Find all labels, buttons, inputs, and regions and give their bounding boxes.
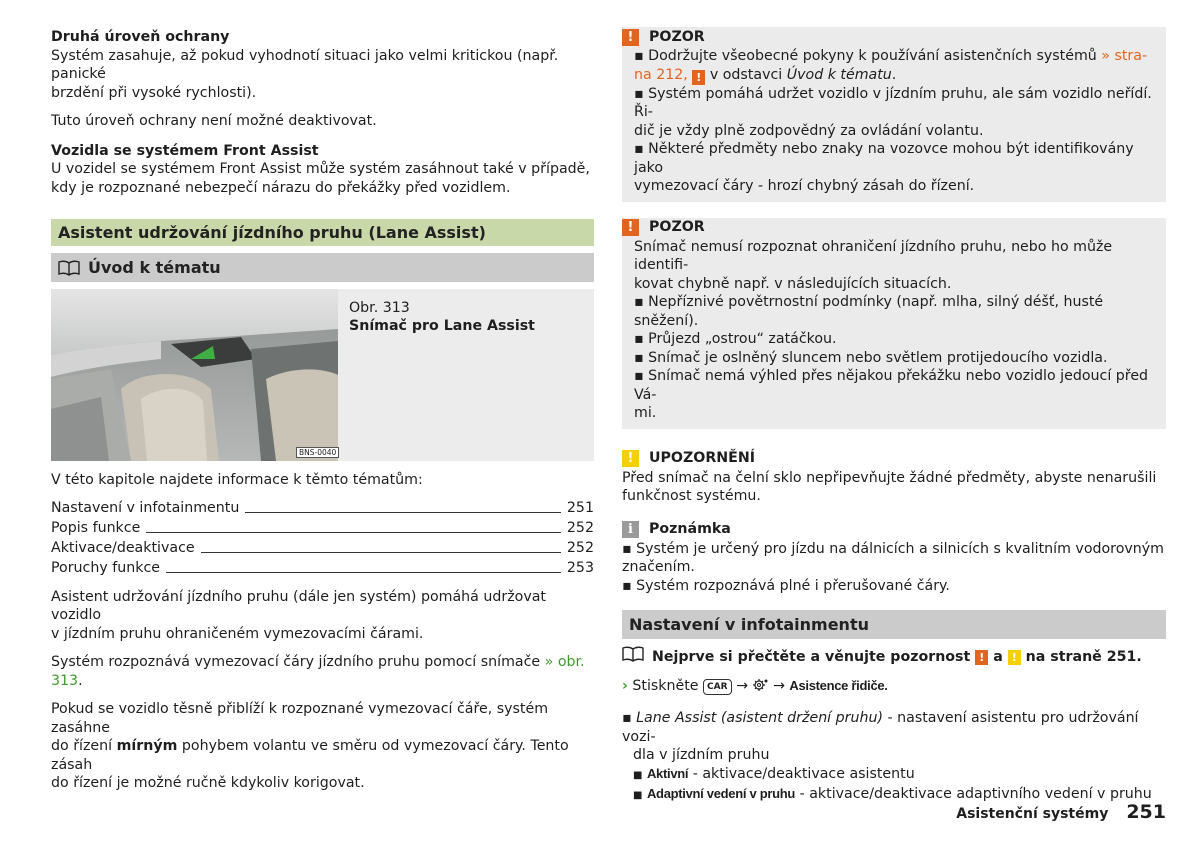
toc-item-description[interactable]	[51, 518, 594, 538]
item-sub1: ■ Aktivní - aktivace/deaktivace asistentu	[633, 765, 915, 782]
notice-line2: funkčnost systému.	[622, 488, 761, 504]
exclamation-icon: !	[1008, 650, 1021, 665]
warning-title-1	[622, 27, 1154, 47]
toc-item-page: 252	[566, 540, 594, 556]
block-second-protection-level	[51, 28, 594, 102]
item-line2: dla v jízdním pruhu	[633, 747, 770, 763]
exclamation-icon: !	[975, 650, 988, 665]
left-column	[51, 28, 594, 793]
second-level-line1: Systém zasahuje, až pokud vyhodnotí situaci jako velmi kritickou (např. panické	[51, 47, 559, 82]
notice-block	[622, 449, 1166, 506]
figure-code: BNS-0040	[296, 447, 339, 458]
steering-line2: do řízení mírným pohybem volantu ve směru od vymezovací čáry. Tento zásah	[51, 738, 569, 773]
step-arrow: ›	[622, 678, 628, 694]
info-icon: i	[622, 521, 639, 538]
toc-item-title: Poruchy funkce	[51, 560, 160, 576]
lane-assist-menu-item	[622, 709, 1166, 806]
sensor-text: Systém rozpoznává vymezovací čáry jízdního pruhu pomocí snímače	[51, 654, 541, 670]
warning2-intro-line2: kovat chybně např. v následujících situacích.	[634, 275, 952, 292]
notice-title-text: UPOZORNĚNÍ	[649, 450, 755, 467]
intro-line1: Asistent udržování jízdního pruhu (dále jen systém) pomáhá udržovat vozidlo	[51, 588, 546, 623]
toc-item-page: 253	[566, 560, 594, 576]
toc-item-page: 252	[566, 520, 594, 536]
block-front-assist	[51, 142, 594, 198]
note-bullet1-line2: značením.	[622, 559, 695, 575]
warning-title-text: POZOR	[649, 28, 705, 45]
settings-gear-icon[interactable]	[752, 678, 773, 694]
warning-title-text: POZOR	[649, 219, 705, 236]
warning1-bullet3-line1: ▪ Některé předměty nebo znaky na vozovce mohou být identifikovány jako	[634, 141, 1134, 176]
notice-title	[622, 449, 1166, 469]
section-title-lane-assist: Asistent udržování jízdního pruhu (Lane Assist)	[51, 219, 594, 246]
warning2-bullet4-line2: mi.	[634, 405, 657, 421]
right-column	[622, 27, 1166, 806]
page-link-212[interactable]: » stra-	[1101, 48, 1148, 64]
paragraph-sensor	[51, 653, 594, 690]
notice-line1: Před snímač na čelní sklo nepřipevňujte žádné předměty, abyste nenarušili	[622, 469, 1157, 486]
toc-leader	[201, 552, 561, 553]
item-line1: ▪ Lane Assist (asistent držení pruhu) - nastavení asistentu pro udržování vozi-	[622, 710, 1139, 745]
exclamation-icon: !	[622, 450, 639, 467]
item-lane-assist[interactable]: Lane Assist (asistent držení pruhu)	[636, 710, 883, 726]
warning2-bullet3: ▪ Snímač je oslněný sluncem nebo světlem protijedoucího vozidla.	[634, 349, 1108, 366]
note-title-text: Poznámka	[649, 521, 731, 538]
step-line: › Stiskněte CAR → → Asistence řidiče.	[622, 678, 888, 694]
exclamation-icon: !	[692, 70, 705, 85]
toc-item-activation[interactable]	[51, 538, 594, 558]
lane-assist-sensor-image	[51, 289, 338, 461]
sensor-text-end: .	[78, 672, 83, 689]
toc-leader	[146, 532, 561, 533]
subsection-intro	[51, 253, 594, 282]
warning2-bullet4-line1: ▪ Snímač nemá výhled přes nějakou překážku nebo vozidlo jedoucí před Vá-	[634, 368, 1149, 403]
warning2-bullet1: ▪ Nepříznivé povětrnostní podmínky (např. mlha, silný déšť, husté sněžení).	[634, 294, 1104, 329]
toc-item-title: Nastavení v infotainmentu	[51, 500, 240, 516]
figure-number: Obr. 313	[349, 300, 410, 316]
warning1-bullet1-line2: na 212, ! v odstavci Úvod k tématu.	[634, 66, 897, 84]
figure-313	[51, 289, 594, 461]
note-bullet1-line1: ▪ Systém je určený pro jízdu na dálnicích a silnicích s kvalitním vodorovným	[622, 540, 1164, 557]
footer-section: Asistenční systémy	[956, 806, 1109, 822]
mild-emphasis: mírným	[116, 738, 178, 754]
front-assist-line1: U vozidel se systémem Front Assist může systém zasáhnout také v případě,	[51, 161, 590, 177]
warning-box-1	[622, 27, 1166, 202]
warning2-intro-line1: Snímač nemusí rozpoznat ohraničení jízdního pruhu, nebo ho může identifi-	[634, 238, 1113, 273]
paragraph-steering	[51, 700, 594, 793]
warning2-bullet2: ▪ Průjezd „ostrou“ zatáčkou.	[634, 331, 837, 347]
warning1-bullet3-line2: vymezovací čáry - hrozí chybný zásah do řízení.	[634, 178, 975, 194]
note-bullet2: ▪ Systém rozpoznává plné i přerušované čáry.	[622, 577, 950, 594]
toc-list	[51, 498, 594, 578]
second-level-line2: brzdění při vysoké rychlosti).	[51, 84, 257, 101]
subsection-title: Úvod k tématu	[88, 258, 221, 277]
page-link-212-cont[interactable]: na 212,	[634, 66, 688, 83]
toc-item-title: Aktivace/deaktivace	[51, 540, 195, 556]
warning-title-2	[622, 218, 1154, 238]
paragraph-lane-assist-intro	[51, 588, 594, 644]
open-book-icon	[622, 646, 644, 668]
figure-link[interactable]: » obr. 313	[51, 654, 585, 689]
note-block	[622, 520, 1166, 596]
toc-intro: V této kapitole najdete informace k těmto tématům:	[51, 472, 423, 488]
intro-line2: v jízdním pruhu ohraničeném vymezovacími čárami.	[51, 625, 424, 642]
figure-caption: Snímač pro Lane Assist	[349, 318, 535, 334]
toc-item-settings[interactable]	[51, 498, 594, 518]
toc-item-page: 251	[566, 500, 594, 516]
toc-item-faults[interactable]	[51, 558, 594, 578]
front-assist-line2: kdy je rozpoznané nebezpečí nárazu do překážky před vozidlem.	[51, 179, 511, 196]
toc-item-title: Popis funkce	[51, 520, 141, 536]
read-first-line: Nejprve si přečtěte a věnujte pozornost ! a ! na straně 251.	[622, 647, 1166, 667]
page-footer	[956, 803, 1166, 824]
figure-caption-block	[349, 299, 535, 335]
item-sub2: ■ Adaptivní vedení v pruhu - aktivace/deaktivace adaptivního vedení v pruhu	[633, 786, 1152, 802]
toc-leader	[166, 572, 561, 573]
exclamation-icon: !	[622, 219, 639, 236]
page-number: 251	[1126, 801, 1166, 823]
warning1-bullet2-line1: ▪ Systém pomáhá udržet vozidlo v jízdním pruhu, ale sám vozidlo neřídí. Ři-	[634, 85, 1152, 120]
steering-line3: do řízení je možné ručně kdykoliv korigovat.	[51, 775, 365, 791]
deactivate-note: Tuto úroveň ochrany není možné deaktivovat.	[51, 113, 377, 129]
second-level-heading: Druhá úroveň ochrany	[51, 29, 230, 45]
open-book-icon	[58, 260, 80, 279]
warning-box-2	[622, 218, 1166, 429]
sub-item-active[interactable]: Aktivní	[646, 765, 689, 781]
car-key-button[interactable]: CAR	[703, 679, 732, 695]
warning1-bullet2-line2: dič je vždy plně zodpovědný za ovládání volantu.	[634, 122, 984, 139]
note-title	[622, 520, 1166, 540]
warning1-bullet1-line1: ▪ Dodržujte všeobecné pokyny k používání asistenčních systémů » stra-	[634, 48, 1148, 64]
toc-leader	[245, 512, 561, 513]
exclamation-icon: !	[622, 29, 639, 46]
menu-target: Asistence řidiče.	[789, 678, 888, 693]
front-assist-heading: Vozidla se systémem Front Assist	[51, 142, 319, 159]
steering-line1: Pokud se vozidlo těsně přiblíží k rozpoznané vymezovací čáře, systém zasáhne	[51, 701, 549, 736]
sub-item-adaptive[interactable]: Adaptivní vedení v pruhu	[646, 786, 796, 801]
section-title-infotainment: Nastavení v infotainmentu	[622, 610, 1166, 639]
